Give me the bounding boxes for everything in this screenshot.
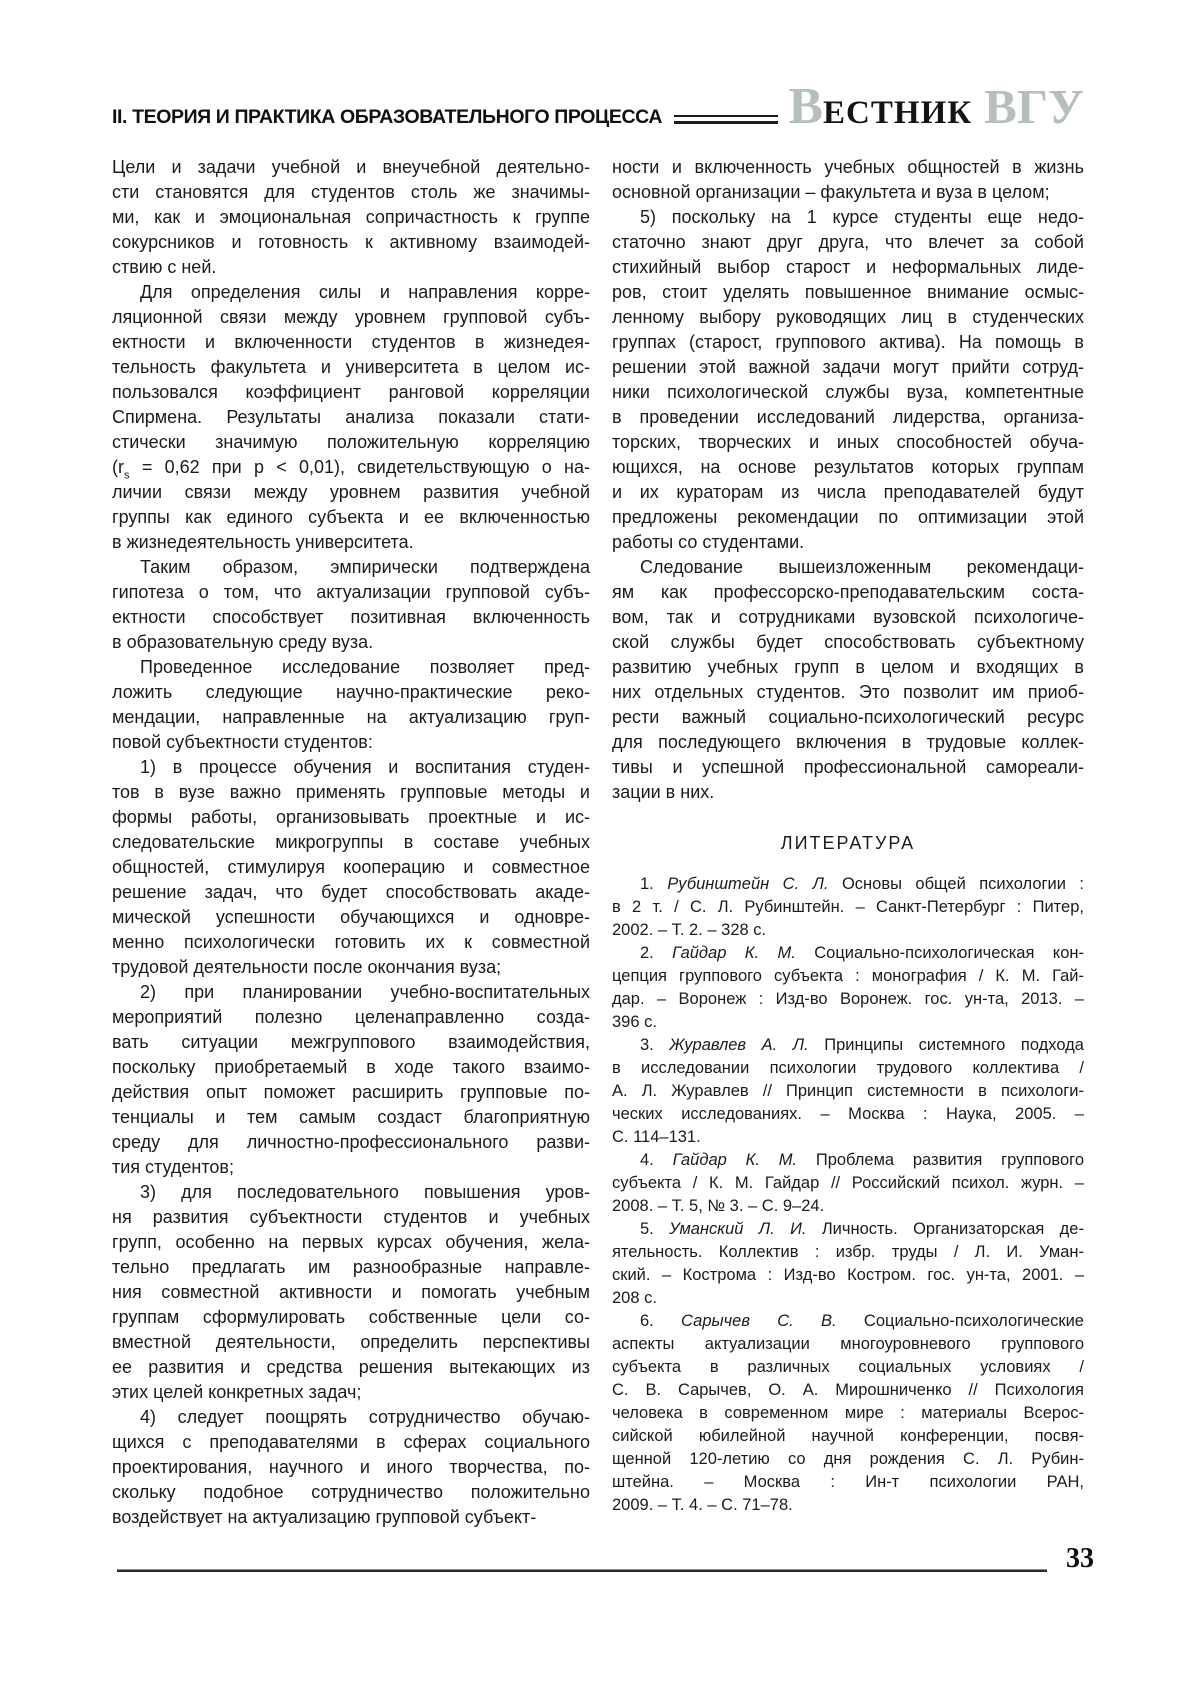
text-segment: Социально-психологическая кон- (795, 944, 1084, 962)
right-column (612, 155, 1084, 1530)
text-line (112, 1180, 590, 1205)
text-segment: вом, так и сотрудниками вузовской психологиче- (612, 607, 1084, 627)
text-segment: сийской юбилейной научной конференции, посвя- (612, 1427, 1084, 1445)
text-segment: мероприятий полезно целенаправленно созда- (112, 1007, 590, 1027)
text-segment: действия опыт поможет расширить групповые по- (112, 1082, 590, 1102)
text-line (612, 530, 1084, 555)
text-segment: Таким образом, эмпирически подтверждена (140, 557, 590, 577)
text-segment: в 2 т. / С. Л. Рубинштейн. – Санкт-Петербург : Питер, (612, 898, 1084, 916)
text-segment: человека в современном мире : материалы Всерос- (612, 1404, 1084, 1422)
text-line (612, 1448, 1084, 1471)
text-segment: тия студентов; (112, 1157, 234, 1177)
paragraph (612, 155, 1084, 205)
text-segment: 2009. – Т. 4. – С. 71–78. (612, 1496, 793, 1514)
text-segment: Личность. Организаторская де- (806, 1220, 1084, 1238)
text-segment: тов в вузе важно применять групповые методы и (112, 782, 590, 802)
text-line (612, 1333, 1084, 1356)
text-segment: ров, стоит уделять повышенное внимание осмыс- (612, 282, 1084, 302)
text-line (612, 780, 1084, 805)
text-line (112, 780, 590, 805)
literature-heading: ЛИТЕРАТУРА (780, 833, 916, 853)
text-segment: ня развития субъектности студентов и учебных (112, 1207, 590, 1227)
text-line (112, 1080, 590, 1105)
text-line (112, 905, 590, 930)
text-segment: мендации, направленные на актуализацию груп- (112, 707, 590, 727)
text-line (612, 680, 1084, 705)
text-line (612, 1287, 1084, 1310)
text-line (612, 555, 1084, 580)
text-line (612, 730, 1084, 755)
text-line (612, 1494, 1084, 1517)
text-line (112, 1505, 590, 1530)
text-line (612, 1103, 1084, 1126)
text-segment: следовательские микрогруппы в составе учебных (112, 832, 590, 852)
text-line (112, 1005, 590, 1030)
text-line (112, 1305, 590, 1330)
paragraph (112, 280, 590, 555)
text-segment: в исследовании психологии трудового коллектива / (612, 1059, 1084, 1077)
reference-author: Гайдар К. М. (672, 944, 796, 962)
text-segment: 1. (640, 875, 668, 893)
footer-rule (117, 1569, 1047, 1572)
journal-logo-initial-letter: В (788, 78, 824, 135)
text-line (112, 1205, 590, 1230)
text-segment: ложить следующие научно-практические реко- (112, 682, 590, 702)
text-line (112, 505, 590, 530)
paragraph (112, 980, 590, 1180)
text-line (112, 330, 590, 355)
header-double-rule (674, 115, 778, 124)
text-line (112, 1330, 590, 1355)
text-segment: щенной 120-летию со дня рождения С. Л. Рубин- (612, 1450, 1084, 1468)
text-line (112, 605, 590, 630)
right-column-text (612, 155, 1084, 805)
text-segment: ектности и включенности студентов в жизнедея- (112, 332, 590, 352)
text-line (112, 1430, 590, 1455)
text-segment: 6. (640, 1312, 682, 1330)
text-segment: ской службы будет способствовать субъектному (612, 632, 1084, 652)
text-segment: ческих исследованиях. – Москва : Наука, 2005. – (612, 1105, 1084, 1123)
text-line (112, 1155, 590, 1180)
text-line (112, 280, 590, 305)
text-segment: А. Л. Журавлев // Принцип системности в психологи- (612, 1082, 1084, 1100)
text-segment: в проведении исследований лидерства, организа- (612, 407, 1084, 427)
text-segment: воздействует на актуализацию групповой субъект- (112, 1507, 537, 1527)
text-line (112, 180, 590, 205)
paragraph (112, 1405, 590, 1530)
paragraph (612, 555, 1084, 805)
text-segment: ленному выбору руководящих лиц в студенческих (612, 307, 1084, 327)
journal-logo-name: ЕСТНИК (823, 95, 973, 131)
text-segment: = 0,62 при p < 0,01), свидетельствующую о на- (129, 457, 590, 477)
text-segment: группы как единого субъекта и ее включенностью (112, 507, 590, 527)
text-segment: тельность факультета и университета в целом ис- (112, 357, 590, 377)
text-line (112, 1055, 590, 1080)
reference-author: Рубинштейн С. Л. (667, 875, 829, 893)
text-segment: вать ситуации межгруппового взаимодействия, (112, 1032, 590, 1052)
text-segment: сокурсников и готовность к активному взаимодей- (112, 232, 590, 252)
text-segment: С. 114–131. (612, 1128, 701, 1146)
text-segment: тельно предлагать им разнообразные направле- (112, 1257, 590, 1277)
paragraph (112, 755, 590, 980)
text-line (612, 919, 1084, 942)
text-segment: вместной деятельности, определить перспективы (112, 1332, 590, 1352)
text-line (612, 355, 1084, 380)
text-segment: проектирования, научного и иного творчества, по- (112, 1457, 590, 1477)
text-line (112, 230, 590, 255)
journal-logo (788, 78, 1084, 135)
text-segment: 2. (640, 944, 673, 962)
text-segment: ский. – Кострома : Изд-во Костром. гос. ун-та, 2001. – (612, 1266, 1084, 1284)
text-segment: стихийный выбор старост и неформальных лиде- (612, 257, 1084, 277)
text-segment: ющихся, на основе результатов которых группам (612, 457, 1084, 477)
text-line (112, 455, 590, 480)
text-line (612, 430, 1084, 455)
text-segment: дар. – Воронеж : Изд-во Воронеж. гос. ун-та, 2013. – (612, 990, 1084, 1008)
paragraph (612, 1034, 1084, 1149)
text-line (112, 955, 590, 980)
text-segment: и их кураторам из числа преподавателей будут (612, 482, 1084, 502)
text-segment: трудовой деятельности после окончания вуза; (112, 957, 502, 977)
text-segment: ности и включенность учебных общностей в жизнь (612, 157, 1084, 177)
text-segment: 2) при планировании учебно-воспитательных (140, 982, 590, 1002)
text-line (112, 1280, 590, 1305)
text-line (612, 1126, 1084, 1149)
text-segment: рести важный социально-психологический ресурс (612, 707, 1084, 727)
text-line (612, 605, 1084, 630)
text-segment: этих целей конкретных задач; (112, 1382, 362, 1402)
text-segment: 3. (640, 1036, 670, 1054)
text-segment: ники психологической службы вуза, компетентные (612, 382, 1084, 402)
text-segment: тивы и успешной профессиональной самореали- (612, 757, 1084, 777)
text-segment: ми, как и эмоциональная сопричастность к группе (112, 207, 590, 227)
text-line (112, 730, 590, 755)
text-segment: Следование вышеизложенным рекомендаци- (640, 557, 1084, 577)
text-segment: для последующего включения в трудовые коллек- (612, 732, 1084, 752)
text-line (112, 380, 590, 405)
text-line (612, 455, 1084, 480)
text-line (612, 1195, 1084, 1218)
paragraph (612, 1218, 1084, 1310)
running-head-section-title: II. ТЕОРИЯ И ПРАКТИКА ОБРАЗОВАТЕЛЬНОГО ПРОЦЕССА (112, 106, 663, 128)
text-line (612, 1011, 1084, 1034)
text-line (112, 1255, 590, 1280)
text-line (612, 180, 1084, 205)
text-line (112, 855, 590, 880)
text-segment: статочно знают друг друга, что влечет за собой (612, 232, 1084, 252)
text-segment: 396 с. (612, 1013, 657, 1031)
text-line (112, 680, 590, 705)
paragraph (112, 155, 590, 280)
text-line (112, 1455, 590, 1480)
text-line (612, 380, 1084, 405)
paragraph (112, 655, 590, 755)
text-line (112, 1105, 590, 1130)
text-segment: ствию с ней. (112, 257, 217, 277)
reference-list (612, 873, 1084, 1517)
text-segment: гипотеза о том, что актуализации групповой субъ- (112, 582, 590, 602)
text-line (112, 705, 590, 730)
text-segment: пользовался коэффициент ранговой корреляции (112, 382, 590, 402)
text-segment: 2002. – Т. 2. – 328 с. (612, 921, 767, 939)
text-line (112, 880, 590, 905)
text-segment: основной организации – факультета и вуза в целом; (612, 182, 1050, 202)
text-segment: 4) следует поощрять сотрудничество обучаю- (140, 1407, 590, 1427)
left-column (112, 155, 590, 1530)
text-segment: в образовательную среду вуза. (112, 632, 374, 652)
text-segment: щихся с преподавателями в сферах социального (112, 1432, 590, 1452)
text-line (112, 1355, 590, 1380)
text-segment: группах (старост, группового актива). На помощь в (612, 332, 1084, 352)
page-body (112, 155, 1084, 1530)
text-segment: s (124, 469, 130, 480)
text-segment: решение задач, что будет способствовать акаде- (112, 882, 590, 902)
text-line (612, 1379, 1084, 1402)
text-segment: зации в них. (612, 782, 715, 802)
text-line (112, 630, 590, 655)
text-segment: общностей, стимулируя кооперацию и совместное (112, 857, 590, 877)
text-line (612, 1080, 1084, 1103)
paragraph (612, 942, 1084, 1034)
text-line (112, 805, 590, 830)
journal-logo-abbreviation: ВГУ (984, 79, 1084, 134)
text-line (612, 330, 1084, 355)
text-segment: них отдельных студентов. Это позволит им приоб- (612, 682, 1084, 702)
text-line (112, 930, 590, 955)
text-line (612, 1218, 1084, 1241)
paragraph (612, 873, 1084, 942)
text-segment: субъекта в различных социальных условиях / (612, 1358, 1084, 1376)
text-segment: цепция группового субъекта : монография / К. М. Гай- (612, 967, 1084, 985)
text-segment: Социально-психологические (836, 1312, 1084, 1330)
text-segment: ям как профессорско-преподавательским соста- (612, 582, 1084, 602)
text-line (112, 405, 590, 430)
text-segment: Основы общей психологии : (828, 875, 1084, 893)
text-segment: групп, особенно на первых курсах обучения, жела- (112, 1232, 590, 1252)
text-segment: торских, творческих и иных способностей обуча- (612, 432, 1084, 452)
paragraph (112, 555, 590, 655)
text-segment: стически значимую положительную корреляцию (112, 432, 590, 452)
text-segment: сти становятся для студентов столь же значимы- (112, 182, 590, 202)
text-line (612, 988, 1084, 1011)
text-line (612, 305, 1084, 330)
paragraph (612, 205, 1084, 555)
text-segment: формы работы, организовывать проектные и ис- (112, 807, 590, 827)
text-line (612, 480, 1084, 505)
text-line (112, 980, 590, 1005)
text-line (612, 655, 1084, 680)
text-segment: Спирмена. Результаты анализа показали стати- (112, 407, 590, 427)
text-line (612, 1172, 1084, 1195)
paragraph (112, 1180, 590, 1405)
text-segment: 3) для последовательного повышения уров- (140, 1182, 590, 1202)
text-segment: (r (112, 457, 124, 477)
paragraph (612, 1149, 1084, 1218)
text-segment: скольку подобное сотрудничество положительно (112, 1482, 590, 1502)
text-segment: в жизнедеятельность университета. (112, 532, 414, 552)
text-line (612, 1310, 1084, 1333)
text-line (612, 1402, 1084, 1425)
text-line (112, 1405, 590, 1430)
page-number: 33 (1066, 1543, 1094, 1574)
text-segment: ляционной связи между уровнем групповой субъ- (112, 307, 590, 327)
text-segment: 2008. – Т. 5, № 3. – С. 9–24. (612, 1197, 825, 1215)
text-line (112, 480, 590, 505)
text-line (612, 896, 1084, 919)
text-segment: 208 с. (612, 1289, 657, 1307)
reference-author: Гайдар К. М. (672, 1151, 798, 1169)
text-segment: ния совместной активности и помогать учебным (112, 1282, 590, 1302)
text-line (112, 755, 590, 780)
text-segment: Для определения силы и направления корре- (140, 282, 590, 302)
text-line (612, 705, 1084, 730)
text-line (112, 1030, 590, 1055)
text-line (612, 1241, 1084, 1264)
page-header (112, 78, 1084, 135)
text-line (112, 1380, 590, 1405)
text-line (612, 205, 1084, 230)
text-segment: ектности способствует позитивная включенность (112, 607, 590, 627)
text-segment: 1) в процессе обучения и воспитания студен- (140, 757, 590, 777)
text-line (612, 505, 1084, 530)
text-line (612, 1471, 1084, 1494)
text-segment: 5) поскольку на 1 курсе студенты еще недо- (640, 207, 1084, 227)
text-line (112, 1480, 590, 1505)
reference-author: Сарычев С. В. (681, 1312, 837, 1330)
paragraph (612, 1310, 1084, 1517)
text-line (612, 255, 1084, 280)
text-segment: 4. (640, 1151, 673, 1169)
text-segment: решении этой важной задачи могут прийти сотруд- (612, 357, 1084, 377)
reference-author: Журавлев А. Л. (669, 1036, 809, 1054)
text-segment: ятельность. Коллектив : избр. труды / Л. И. Уман- (612, 1243, 1084, 1261)
text-segment: тенциалы и тем самым создаст благоприятную (112, 1107, 590, 1127)
text-segment: предложены рекомендации по оптимизации этой (612, 507, 1084, 527)
text-segment: поскольку приобретаемый в ходе такого взаимо- (112, 1057, 590, 1077)
text-segment: развитию учебных групп в целом и входящих в (612, 657, 1084, 677)
text-segment: С. В. Сарычев, О. А. Мирошниченко // Психология (612, 1381, 1084, 1399)
text-segment: 5. (640, 1220, 670, 1238)
text-line (112, 830, 590, 855)
text-segment: штейна. – Москва : Ин-т психологии РАН, (612, 1473, 1084, 1491)
reference-author: Уманский Л. И. (669, 1220, 807, 1238)
text-segment: среду для личностно-профессионального разви- (112, 1132, 590, 1152)
text-line (112, 1230, 590, 1255)
text-segment: субъекта / К. М. Гайдар // Российский психол. журн. – (612, 1174, 1084, 1192)
text-line (612, 230, 1084, 255)
text-line (612, 280, 1084, 305)
text-line (112, 205, 590, 230)
text-segment: Проведенное исследование позволяет пред- (140, 657, 590, 677)
text-segment: личии связи между уровнем развития учебной (112, 482, 590, 502)
text-line (612, 873, 1084, 896)
text-line (612, 1149, 1084, 1172)
text-segment: Проблема развития группового (797, 1151, 1084, 1169)
text-segment: Цели и задачи учебной и внеучебной деятельно- (112, 157, 590, 177)
text-line (612, 405, 1084, 430)
text-line (112, 530, 590, 555)
text-segment: мической успешности обучающихся и одновре- (112, 907, 590, 927)
text-line (612, 965, 1084, 988)
text-line (612, 942, 1084, 965)
text-line (612, 755, 1084, 780)
text-line (112, 255, 590, 280)
text-segment: Принципы системного подхода (808, 1036, 1084, 1054)
text-segment: группам сформулировать собственные цели со- (112, 1307, 590, 1327)
text-line (112, 555, 590, 580)
text-line (112, 1130, 590, 1155)
text-line (112, 355, 590, 380)
text-segment: ее развития и средства решения вытекающих из (112, 1357, 590, 1377)
text-line (112, 155, 590, 180)
text-line (612, 1057, 1084, 1080)
text-line (612, 1425, 1084, 1448)
text-line (112, 655, 590, 680)
text-segment: повой субъектности студентов: (112, 732, 373, 752)
text-line (612, 1356, 1084, 1379)
text-line (112, 305, 590, 330)
text-segment: менно психологически готовить их к совместной (112, 932, 590, 952)
text-line (612, 630, 1084, 655)
text-line (612, 1264, 1084, 1287)
text-line (612, 1034, 1084, 1057)
text-line (112, 580, 590, 605)
text-line (612, 580, 1084, 605)
text-line (612, 155, 1084, 180)
text-segment: работы со студентами. (612, 532, 805, 552)
text-line (112, 430, 590, 455)
text-segment: аспекты актуализации многоуровневого группового (612, 1335, 1084, 1353)
